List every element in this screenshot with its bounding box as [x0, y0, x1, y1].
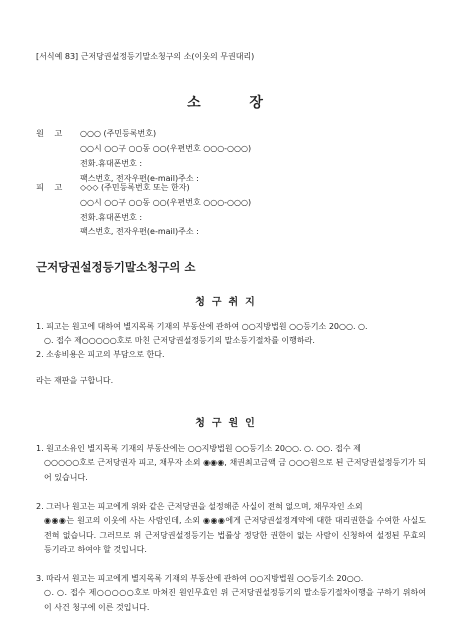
claim-cause-item-1-cont: ○○○○○호로 근저당권자 피고, 채무자 소외 ◉◉◉, 채권최고금액 금 ○○○원으로 된 근저당권설정등기가 되어 있습니다. — [44, 458, 426, 482]
plaintiff-address: ○○시 ○○구 ○○동 ○○(우편번호 ○○○-○○○) — [80, 144, 252, 153]
document-title: 소 장 — [187, 95, 263, 111]
plaintiff-name: ○○○ (주민등록번호) — [80, 129, 157, 138]
claim-cause-item-3-cont: ○. ○. 접수 제○○○○○호로 마쳐진 원인무효인 위 근저당권설정등기의 말소등기절차이행을 구하기 위하여 이 사건 청구에 이른 것입니다. — [44, 588, 426, 612]
defendant-address: ○○시 ○○구 ○○동 ○○(우편번호 ○○○-○○○) — [80, 198, 252, 207]
plaintiff-phone: 전화․휴대폰번호 : — [80, 159, 143, 168]
defendant-name: ◇◇◇ (주민등록번호 또는 한자) — [80, 183, 190, 192]
claim-cause-item-2-cont: ◉◉◉는 원고의 이웃에 사는 사람인데, 소외 ◉◉◉에게 근저당권설정계약에 대한 대리권한을 수여한 사실도 전혀 없습니다. 그러므로 위 근저당권설정등기는 법률상 정당한 권한이 없는 사람이 신청하여 설정된 무효의 등기라고 하여야 할 것입니다. — [44, 516, 426, 554]
claim-cause-item-cont — [44, 514, 426, 558]
claim-cause-heading: 청 구 원 인 — [195, 418, 255, 429]
claim-cause-item-1-first: 1. 원고소유인 별지목록 기재의 부동산에는 ○○지방법원 ○○등기소 20○○. ○. ○○. 접수 제 — [36, 444, 361, 453]
defendant-phone: 전화․휴대폰번호 : — [80, 213, 143, 222]
claim-purpose-item-cont — [44, 334, 426, 349]
claim-purpose-item-2-first: 2. 소송비용은 피고의 부담으로 한다. — [36, 350, 165, 359]
claim-purpose-heading: 청 구 취 지 — [195, 297, 255, 308]
claim-cause-item — [36, 500, 426, 515]
claim-purpose-item — [36, 320, 426, 335]
claim-cause-item-cont — [44, 586, 426, 615]
conclusion-text: 라는 재판을 구합니다. — [36, 376, 114, 385]
claim-purpose-item — [36, 348, 426, 363]
defendant-fax-email: 팩스번호, 전자우편(e-mail)주소 : — [80, 227, 199, 236]
form-label: [서식예 83] 근저당권설정등기말소청구의 소(이웃의 무권대리) — [36, 52, 255, 61]
claim-purpose-item-1-first: 1. 피고는 원고에 대하여 별지목록 기재의 부동산에 관하여 ○○지방법원 ○○등기소 20○○. ○. — [36, 322, 368, 331]
case-title: 근저당권설정등기말소청구의 소 — [36, 260, 196, 274]
plaintiff-fax-email: 팩스번호, 전자우편(e-mail)주소 : — [80, 174, 199, 183]
claim-cause-item-3-first: 3. 따라서 원고는 피고에게 별지목록 기재의 부동산에 관하여 ○○지방법원 ○○등기소 20○○. — [36, 574, 364, 583]
claim-cause-item-2-first: 2. 그러나 원고는 피고에게 위와 같은 근저당권을 설정해준 사실이 전혀 없으며, 채무자인 소외 — [36, 502, 363, 511]
defendant-role: 피 고 — [36, 182, 63, 192]
plaintiff-role: 원 고 — [36, 128, 63, 138]
claim-cause-item — [36, 572, 426, 587]
claim-cause-item — [36, 442, 426, 457]
claim-cause-item-cont — [44, 456, 426, 485]
claim-purpose-item-1-cont: ○. 접수 제○○○○○호로 마친 근저당권설정등기의 말소등기절차를 이행하라. — [44, 336, 315, 345]
